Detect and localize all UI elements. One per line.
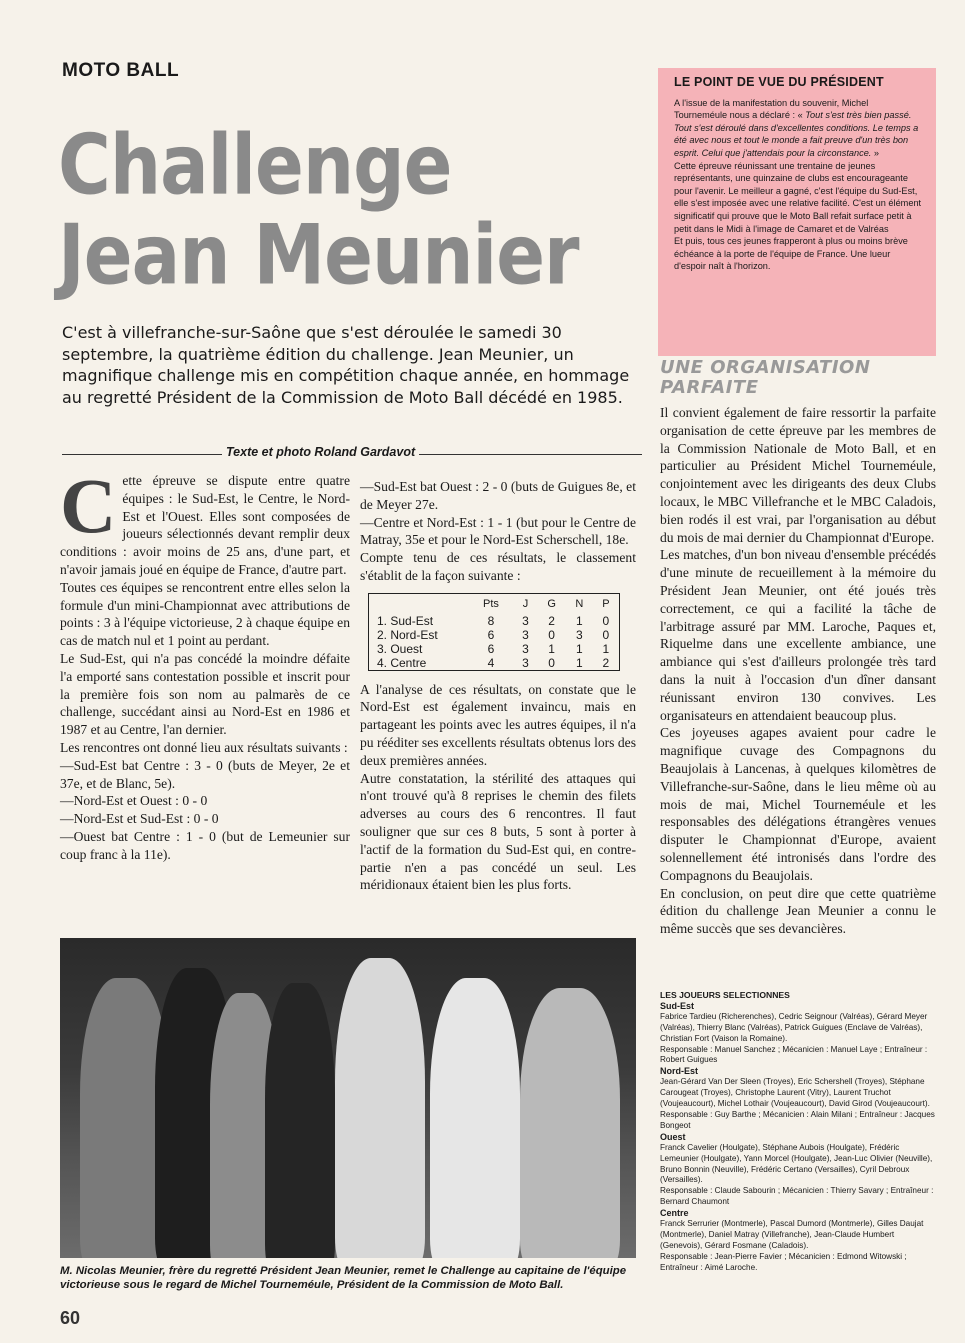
paragraph: Les rencontres ont donné lieu aux résultats suivants : [60, 739, 348, 755]
team-name: 4. Centre [377, 655, 427, 670]
cell-n: 1 [575, 655, 583, 670]
table-row [369, 628, 620, 642]
paragraph-text: ette épreuve se dispute entre quatre équipes : le Sud-Est, le Centre, le Nord-Est et l'Ouest. Elles sont composées de joueurs sélectionnés devant remplir deux conditions : avoir moins de 25 ans, d'une part, et n'avoir jamais joué en équipe de France, d'autre part. [60, 473, 350, 577]
standings-header-team [369, 593, 469, 613]
organisation-heading-line-1: UNE ORGANISATION [660, 357, 871, 378]
president-box-p3: Et puis, tous ces jeunes frapperont à plus ou moins brève échéance à la porte de l'équipe de France. Une lueur d'espoir naît à l'horizon. [674, 236, 908, 272]
paragraph: Ces joyeuses agapes avaient pour cadre le magnifique cuvage des Compagnons du Beaujolais à Lancenas, à quelques kilomètres de Villefranche-sur-Saône, dans le lieu même où au mois de mai, Michel Tourneméule et les responsables des délégations étrangères venues disputer le Championnat d'Europe, avaient solennellement été intronisés dans l'ordre des Compagnons du Beaujolais. [660, 725, 936, 883]
team-staff: Responsable : Claude Sabourin ; Mécanicien : Thierry Savary ; Entraîneur : Bernard Chaumont [660, 1186, 934, 1207]
p1-end: » [871, 147, 880, 158]
team-name: 2. Nord-Est [377, 627, 438, 642]
right-column [660, 404, 936, 938]
dropcap: C [60, 462, 117, 549]
byline: Texte et photo Roland Gardavot [222, 445, 419, 459]
section-label: MOTO BALL [62, 60, 180, 81]
president-box-p1 [674, 97, 922, 160]
paragraph: Il convient également de faire ressortir la parfaite organisation de cette épreuve par les membres de la Commission Nationale de Moto Ball, et en particulier au Président Michel Tourneméule, conjointement avec les dirigeants des deux Clubs locaux, le MBC Villefranche et le MBC Caladois, bien rodés il est vrai, par l'organisation au début du mois de mai dernier du Championnat d'Europe. [660, 405, 936, 545]
lead-paragraph: C'est à villefranche-sur-Saône que s'est déroulée le samedi 30 septembre, la quatrième édition du challenge. Jean Meunier, un magnifique challenge mis en compétition chaque année, en hommage au regretté Président de la Commission de Moto Ball décédé en 1985. [62, 323, 630, 407]
cell-p: 0 [602, 613, 610, 628]
paragraph: En conclusion, on peut dire que cette quatrième édition du challenge Jean Meunier a connu le même succès que ses devancières. [660, 885, 936, 937]
players-box-title: LES JOUEURS SELECTIONNES [660, 990, 790, 1000]
paragraph [60, 462, 350, 579]
standings-table [368, 593, 620, 671]
cell-g: 0 [548, 627, 555, 642]
team-players: Franck Cavelier (Houlgate), Stéphane Aubois (Houlgate), Frédéric Lemeunier (Houlgate), Yann Morcel (Houlgate), Jean-Luc Olivier (Neuville), Bruno Bonnin (Neuville), Frédéric Certano (Versailles), Cyril Debroux (Versailles). [660, 1142, 933, 1185]
cell-p: 2 [602, 655, 610, 670]
team-staff: Responsable : Guy Barthe ; Mécanicien : Alain Milani ; Entraîneur : Jacques Bongeot [660, 1109, 935, 1130]
cell-pts: 4 [487, 655, 495, 670]
team-name: 1. Sud-Est [377, 613, 434, 628]
result-line: —Ouest bat Centre : 1 - 0 (but de Lemeunier sur coup franc à la 11e). [60, 828, 350, 862]
cell-g: 0 [548, 655, 555, 670]
cell-j: 3 [522, 627, 529, 642]
standings-header: P [602, 597, 610, 610]
photo-figure [520, 988, 620, 1258]
left-column [60, 462, 350, 864]
paragraph: Les matches, d'un bon niveau d'ensemble précédés d'une minute de recueillement à la mémoire du Président Jean Meunier, ont été joués très correctement, ce qui a facilité la tâche de l'arbitrage assuré par MM. Laroche, Paques et, Riquelme dans une excellente ambiance, une ambiance qui s'est d'ailleurs prolongée très tard dans la nuit à l'occasion d'un dîner dansant réunissant environ 130 convives. Les organisateurs en attendaient beaucoup plus. [660, 547, 936, 723]
result-line: —Sud-Est bat Ouest : 2 - 0 (buts de Guigues 8e, et de Meyer 27e. [360, 479, 636, 512]
team-heading: Ouest [660, 1131, 686, 1142]
organisation-heading-line-2: PARFAITE [660, 377, 759, 398]
article-title [58, 116, 658, 303]
cell-j: 3 [522, 613, 529, 628]
article-photo [60, 938, 636, 1258]
team-heading: Sud-Est [660, 1000, 695, 1011]
cell-g: 2 [548, 613, 555, 628]
cell-p: 1 [602, 641, 610, 656]
table-row [369, 614, 620, 628]
cell-pts: 6 [487, 641, 495, 656]
paragraph: A l'analyse de ces résultats, on constate que le Nord-Est est également invaincu, mais en partageant les points avec les autres équipes, il n'a pu rééditer ses excellents résultats obtenus lors des deux premières années. [360, 681, 636, 768]
cell-p: 0 [602, 627, 610, 642]
p1-quote: Tout s'est très bien passé. Tout s'est déroulé dans d'excellentes conditions. Le temps a été avec nous et tout le monde a fait preuve d'un très bon esprit. Celui que j'attendais pour la circonstance. [674, 110, 919, 158]
cell-n: 1 [575, 641, 583, 656]
cell-j: 3 [522, 641, 529, 656]
paragraph: Le Sud-Est, qui n'a pas concédé la moindre défaite l'a emporté sans contestation possible et inscrit pour la première fois son nom au palmarès de ce challenge, succédant ainsi au Nord-Est en 1986 et 1987 et au Centre, l'an dernier. [60, 650, 350, 738]
table-row [369, 656, 620, 671]
standings-header-row [369, 593, 620, 613]
result-line: —Nord-Est et Sud-Est : 0 - 0 [60, 811, 219, 827]
players-box [660, 990, 936, 1274]
president-box-heading: LE POINT DE VUE DU PRÉSIDENT [674, 75, 884, 89]
cell-g: 1 [548, 641, 555, 656]
standings-header: N [575, 597, 584, 610]
photo-caption: M. Nicolas Meunier, frère du regretté Président Jean Meunier, remet le Challenge au capitaine de l'équipe victorieuse sous le regard de Michel Tourneméule, Président de la Commission de Moto Ball. [60, 1265, 627, 1291]
team-players: Fabrice Tardieu (Richerenches), Cedric Seignour (Valréas), Gérard Meyer (Valréas), Thierry Blanc (Valréas), Patrick Guigues (Enclave de Valréas), Christian Fort (Vaison la Romaine). [660, 1011, 928, 1043]
paragraph: Compte tenu de ces résultats, le classement s'établit de la façon suivante : [360, 550, 636, 583]
cell-pts: 6 [487, 627, 495, 642]
byline-row [62, 445, 642, 461]
president-box-p2: Cette épreuve réunissant une trentaine de jeunes représentants, une quinzaine de clubs est encourageante pour l'avenir. Le meilleur a gagné, c'est l'équipe du Sud-Est, elle s'est imposée avec une relative facilité. C'est un élément significatif qui prouve que le Moto Ball refait surface petit à petit dans le Midi à l'image de Camaret et de Valréas [674, 160, 922, 234]
team-staff: Responsable : Jean-Pierre Favier ; Mécanicien : Edmond Witowski ; Entraîneur : Aimé Laroche. [660, 1251, 907, 1272]
middle-column [360, 478, 636, 894]
cell-pts: 8 [487, 613, 495, 628]
cell-n: 1 [575, 613, 583, 628]
result-line: —Nord-Est et Ouest : 0 - 0 [60, 793, 208, 809]
photo-figure [265, 983, 335, 1258]
president-box [658, 68, 936, 356]
team-staff: Responsable : Manuel Sanchez ; Mécanicien : Manuel Laye ; Entraîneur : Robert Guigues [660, 1044, 928, 1065]
team-heading: Nord-Est [660, 1066, 698, 1077]
team-players: Jean-Gérard Van Der Sleen (Troyes), Eric Schershell (Troyes), Stéphane Carougeat (Troyes), Christophe Laurent (Vitry), Laurent Truchot (Voujeaucourt), Michel Lothair (Voujeaucourt), David Girod (Voujeaucourt). [660, 1077, 930, 1109]
result-line: —Centre et Nord-Est : 1 - 1 (but pour le Centre de Matray, 35e et pour le Nord-Est Scherschell, 18e. [360, 514, 636, 548]
p1-start: A l'issue de la manifestation du souvenir, Michel Tourneméule nous a déclaré : « [674, 97, 869, 121]
result-line: —Sud-Est bat Centre : 3 - 0 (buts de Meyer, 2e et 37e, et de Blanc, 5e). [60, 757, 350, 791]
standings-header: J [522, 597, 529, 610]
team-name: 3. Ouest [377, 641, 423, 656]
photo-figure [335, 958, 425, 1258]
standings-header: G [547, 597, 556, 610]
table-row [369, 642, 620, 656]
title-line-1: Challenge [58, 116, 452, 214]
team-players: Franck Serrurier (Montmerle), Pascal Dumord (Montmerle), Gilles Daujat (Montmerle), Daniel Matray (Villefranche), Jean-Claude Humbert (Genevois), Gérard Fosmane (Caladois). [660, 1219, 924, 1250]
page-number: 60 [60, 1308, 81, 1328]
paragraph: Toutes ces équipes se rencontrent entre elles selon la formule d'un mini-Championnat avec attributions de points : 3 à l'équipe victorieuse, 2 à chaque équipe en cas de match nul et 1 point au perdant. [60, 579, 350, 649]
paragraph: Autre constatation, la stérilité des attaques qui n'ont trouvé qu'à 8 reprises le chemin des filets adverses au cours des 6 rencontres. Il faut souligner que sur ces 8 buts, 5 sont à porter à l'actif de la formation du Sud-Est qui, en contre-partie n'en a pas concédé un seul. Les méridionaux étaient bien les plus forts. [360, 770, 636, 893]
title-line-2: Jean Meunier [58, 206, 579, 303]
team-heading: Centre [660, 1208, 689, 1219]
cell-j: 3 [522, 655, 529, 670]
cell-n: 3 [575, 627, 583, 642]
photo-figure [430, 978, 520, 1258]
standings-header: Pts [482, 597, 499, 610]
organisation-heading [660, 358, 870, 398]
